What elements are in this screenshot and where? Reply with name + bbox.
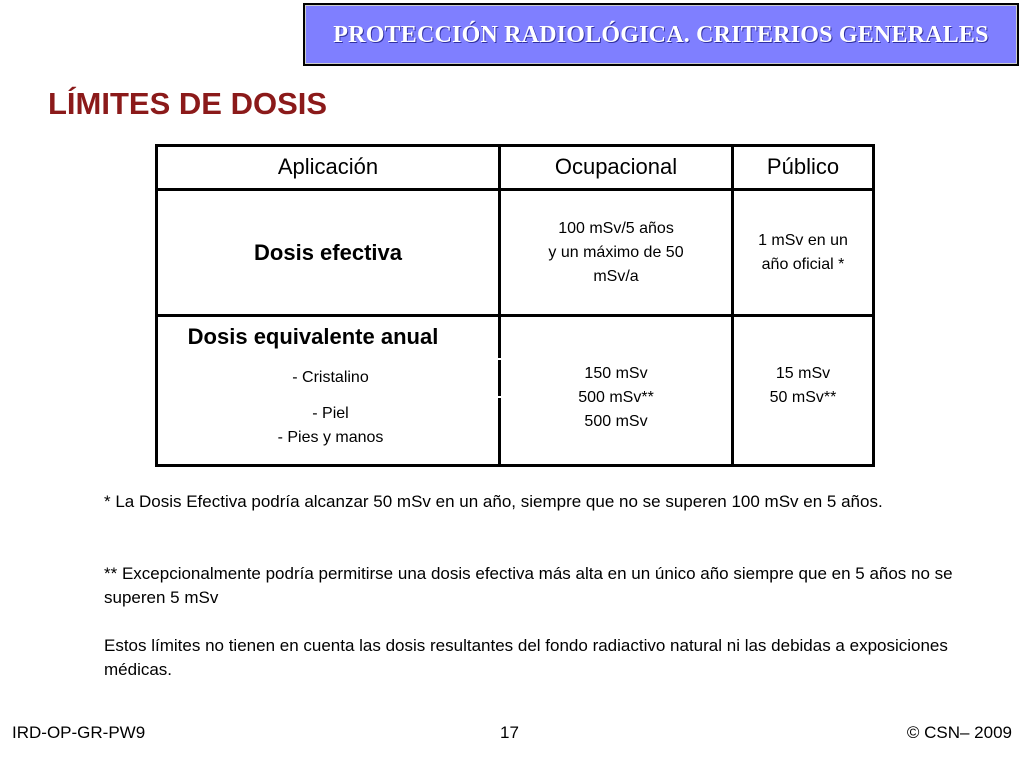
table-border-top [155, 144, 875, 147]
header-ocupacional: Ocupacional [554, 154, 678, 179]
footer-code: IRD-OP-GR-PW9 [12, 723, 146, 742]
note-1: * La Dosis Efectiva podría alcanzar 50 mSv en un año, siempre que no se superen 100 mSv en 5 años. [104, 492, 883, 511]
dose-limits-table [155, 144, 875, 467]
table-border-bottom [155, 464, 875, 467]
value-line: 500 mSv** [578, 389, 654, 406]
row-dosis-efectiva-ocupacional [501, 217, 731, 289]
banner-title: PROTECCIÓN RADIOLÓGICA. CRITERIOS GENERALES [333, 22, 989, 48]
header-aplicacion: Aplicación [277, 154, 379, 179]
page-title: LÍMITES DE DOSIS [48, 86, 328, 121]
table-header-divider [155, 188, 875, 191]
value-line: 100 mSv/5 años [558, 220, 674, 237]
row-dosis-efectiva-label: Dosis efectiva [254, 240, 402, 265]
header-publico: Público [766, 154, 840, 179]
table-border-right [872, 144, 875, 467]
row-dosis-equivalente-label: Dosis equivalente anual [187, 324, 439, 349]
table-col-divider-2 [731, 144, 734, 467]
table-row-divider [155, 314, 875, 317]
sub-cristalino: - Cristalino [292, 369, 369, 386]
footer-page-number: 17 [500, 723, 519, 742]
row-dosis-equivalente-publico [734, 362, 872, 410]
sub-piel: - Piel [312, 405, 349, 422]
note-3: Estos límites no tienen en cuenta las dosis resultantes del fondo radiactivo natural ni las debidas a exposiciones médicas. [104, 636, 948, 679]
value-line: 50 mSv** [769, 389, 837, 406]
note-2: ** Excepcionalmente podría permitirse una dosis efectiva más alta en un único año siempre que en 5 años no se superen 5 mSv [104, 564, 953, 607]
value-line: mSv/a [593, 268, 639, 285]
footer-copyright: © CSN– 2009 [906, 723, 1012, 742]
header-banner [303, 3, 1019, 66]
value-line: año oficial * [761, 256, 845, 273]
value-line: 150 mSv [584, 365, 648, 382]
row-dosis-equivalente-ocupacional [501, 362, 731, 434]
sub-pies-manos: - Pies y manos [277, 429, 384, 446]
value-line: 500 mSv [584, 413, 648, 430]
value-line: 15 mSv [775, 365, 831, 382]
value-line: y un máximo de 50 [548, 244, 684, 261]
row-dosis-efectiva-publico [734, 229, 872, 277]
value-line: 1 mSv en un [758, 232, 848, 249]
